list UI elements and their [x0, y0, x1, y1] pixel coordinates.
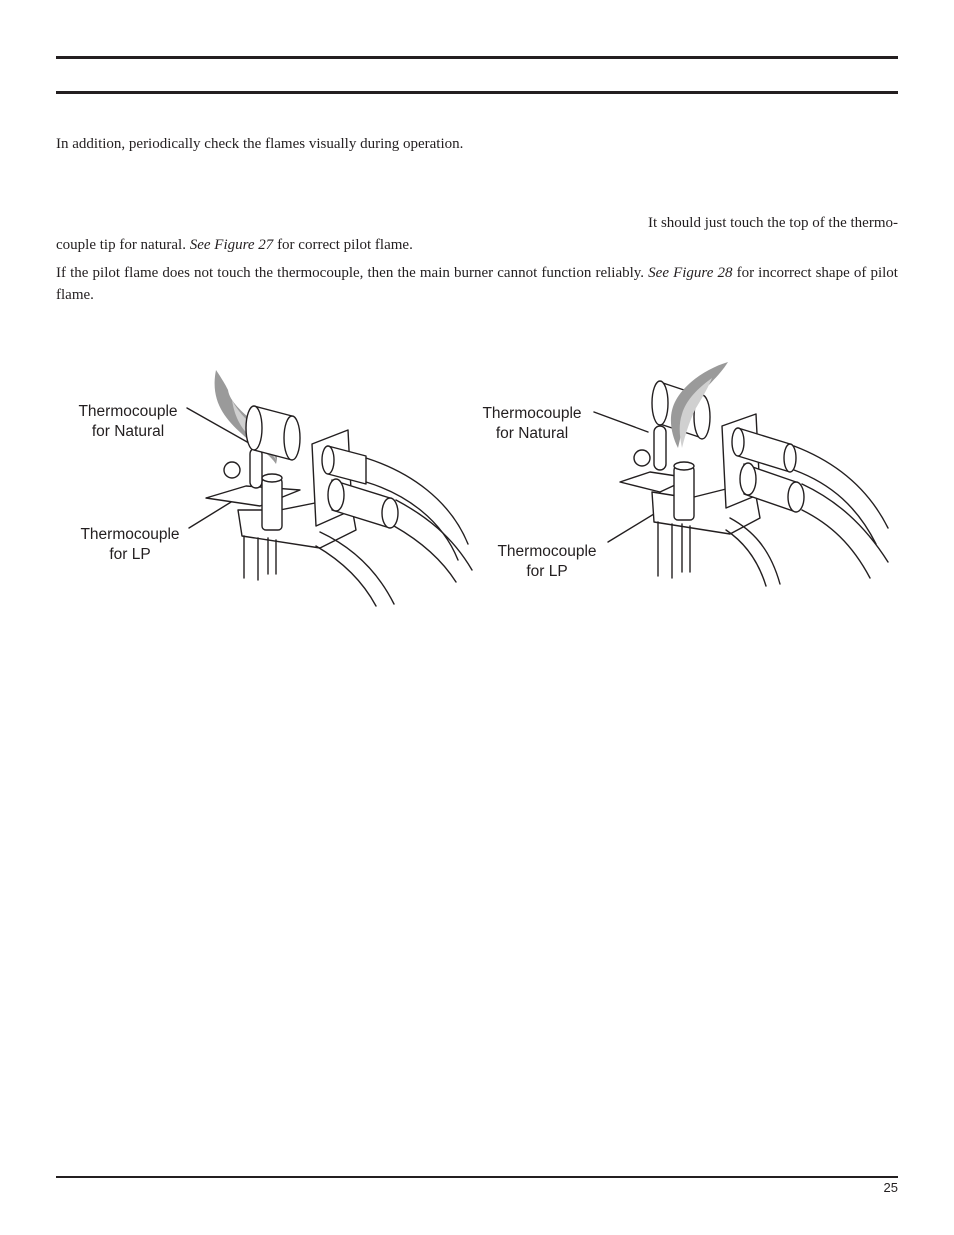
page-number: 25	[883, 1180, 898, 1195]
figure-27-reference: See Figure 27	[189, 237, 274, 253]
left-label-natural	[70, 402, 186, 442]
right-rods	[658, 522, 690, 578]
right-tube-upper	[794, 446, 888, 544]
right-electrode-knob	[634, 450, 650, 466]
right-pilot-assembly-illustration	[590, 352, 896, 588]
left-label-natural-line2: for Natural	[91, 423, 165, 440]
right-leader-natural	[594, 412, 648, 432]
intro-paragraph	[56, 133, 898, 155]
right-tube-lower	[802, 484, 888, 578]
incorrect-end: for incorrect shape of pilot flame.	[56, 265, 898, 303]
left-thermocouple-lp	[262, 478, 282, 530]
pilot-line2-end: for correct pilot flame.	[273, 237, 413, 253]
left-electrode-knob	[224, 462, 240, 478]
left-label-lp-line2: for LP	[109, 546, 151, 563]
left-base-plate	[206, 486, 300, 506]
incorrect-flame-paragraph	[56, 262, 898, 306]
right-thermocouple-lp	[674, 466, 694, 520]
left-label-lp	[72, 525, 188, 565]
header-rule-top	[56, 56, 898, 59]
right-thermocouple-natural	[654, 426, 666, 470]
right-label-natural-line2: for Natural	[495, 425, 569, 442]
pilot-line-fragment	[648, 212, 898, 234]
left-label-lp-line1: Thermocouple	[80, 526, 180, 543]
left-pilot-assembly-illustration	[180, 360, 480, 608]
right-label-lp-line2: for LP	[526, 563, 568, 580]
pilot-fragment-text: It should just touch the top of the thermo-	[648, 215, 898, 231]
intro-text: In addition, periodically check the flames visually during operation.	[56, 136, 464, 152]
figure-28-reference: See Figure 28	[648, 265, 733, 281]
right-label-natural	[474, 404, 590, 444]
left-label-natural-line1: Thermocouple	[78, 403, 178, 420]
right-label-lp-line1: Thermocouple	[497, 543, 597, 560]
footer-rule	[56, 1176, 898, 1178]
right-label-natural-line1: Thermocouple	[482, 405, 582, 422]
left-rods	[244, 536, 276, 580]
left-thermocouple-natural	[250, 448, 262, 488]
pilot-line2-start: couple tip for natural.	[56, 237, 190, 253]
pilot-paragraph	[56, 234, 898, 256]
incorrect-start: If the pilot flame does not touch the thermocouple, then the main burner cannot function reliably.	[56, 265, 649, 281]
left-tube-lower	[394, 500, 472, 582]
right-label-lp	[489, 542, 605, 582]
header-rule-bottom	[56, 91, 898, 94]
